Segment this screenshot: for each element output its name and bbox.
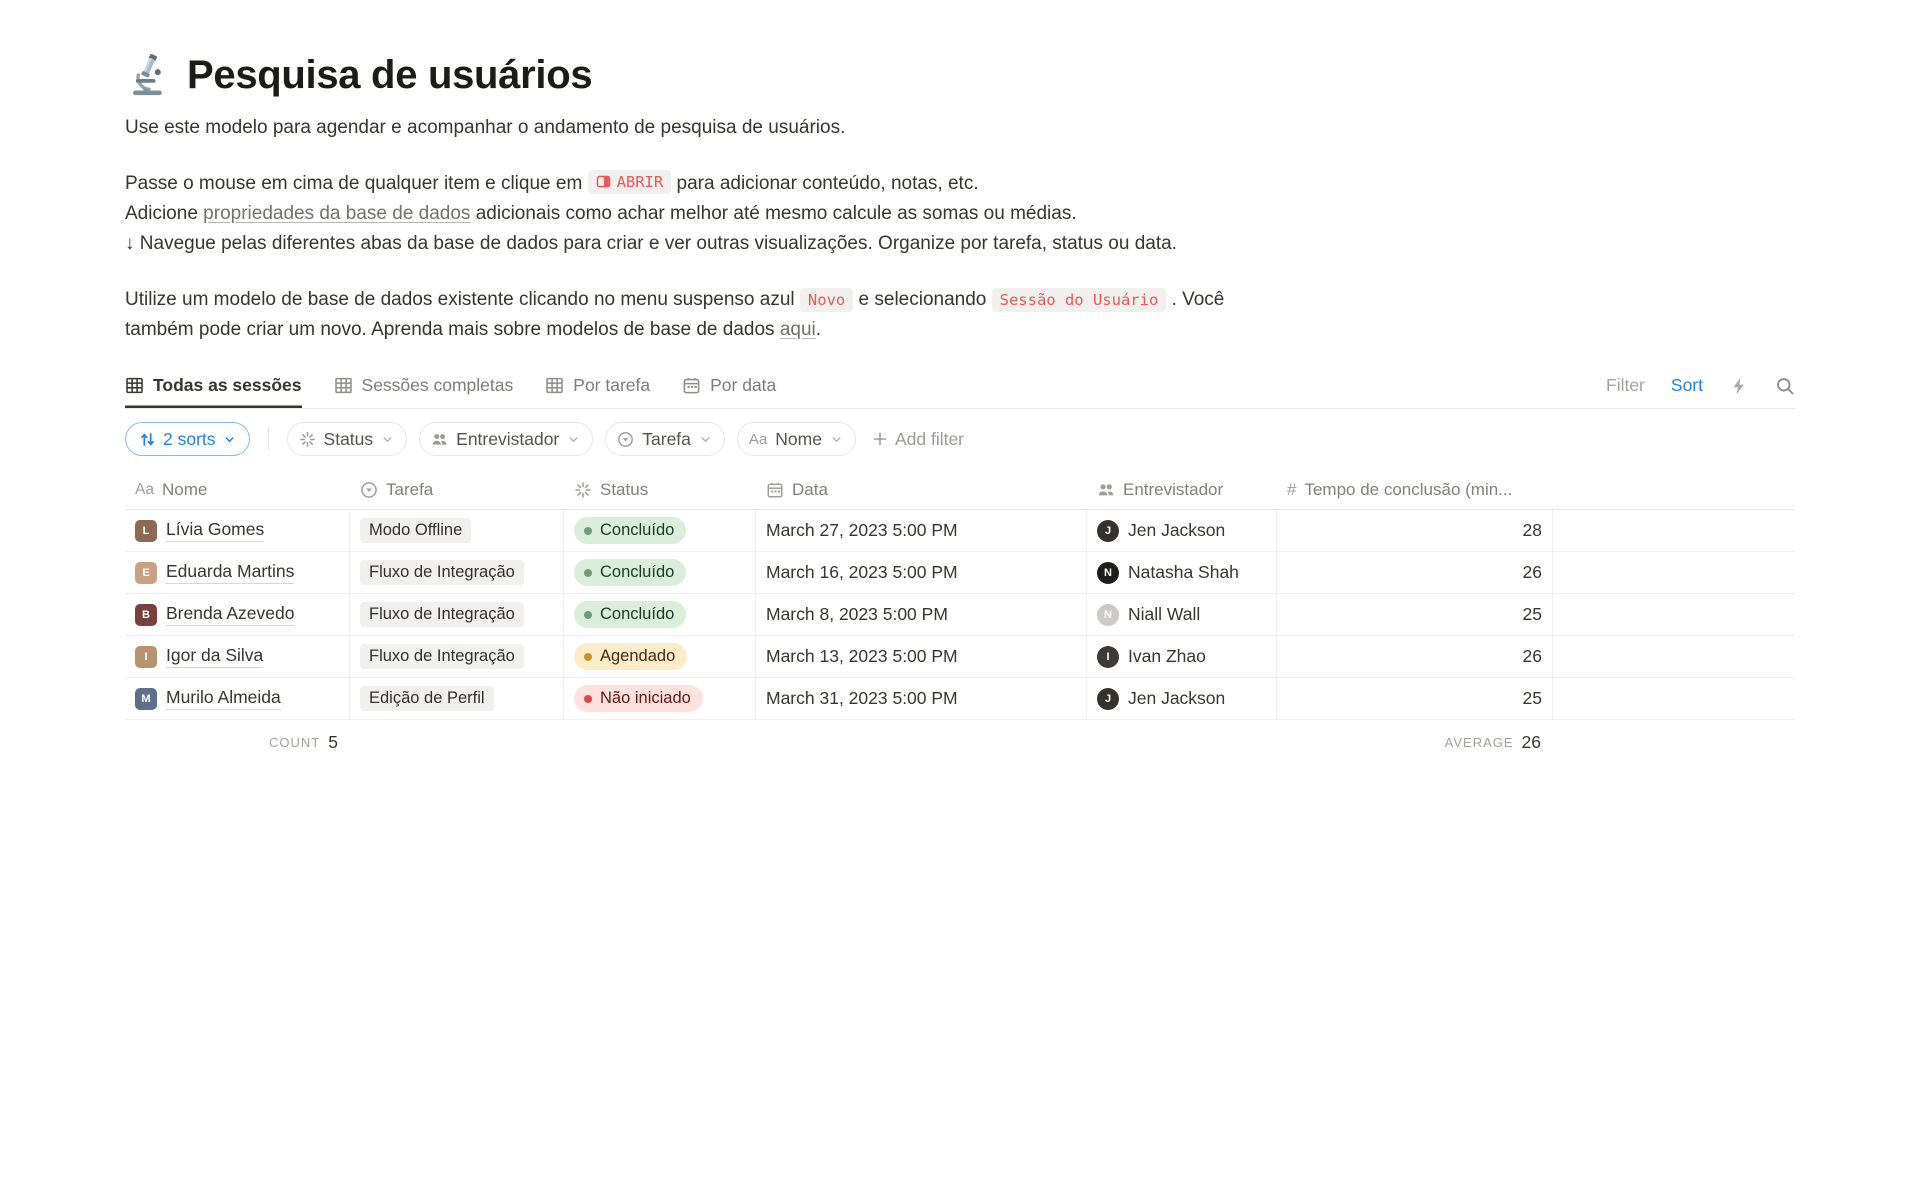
table-header-row <box>125 470 1795 510</box>
status-cell[interactable] <box>564 510 756 551</box>
filter-chip-tarefa[interactable]: Tarefa <box>605 422 725 456</box>
date-cell[interactable]: March 8, 2023 5:00 PM <box>756 594 1087 635</box>
table-footer-row <box>125 720 1795 764</box>
interviewer-cell[interactable]: N Natasha Shah <box>1087 552 1277 593</box>
column-header-data[interactable]: Data <box>756 470 1087 509</box>
average-calculation[interactable]: AVERAGE 26 <box>1444 731 1541 752</box>
time-cell[interactable]: 25 <box>1277 678 1553 719</box>
instruction-line-open: Passe o mouse em cima de qualquer item e clique em ABRIR para adicionar conteúdo, notas, etc. <box>125 169 1240 199</box>
aqui-link[interactable]: aqui <box>779 319 816 340</box>
task-cell[interactable] <box>350 636 564 677</box>
table-row[interactable] <box>125 510 1795 552</box>
interviewer-cell[interactable]: I Ivan Zhao <box>1087 636 1277 677</box>
table-row[interactable] <box>125 552 1795 594</box>
people-icon <box>1097 481 1115 499</box>
template-paragraph: Utilize um modelo de base de dados existente clicando no menu suspenso azul Novo e selecionando Sessão do Usuário . Você também pode criar um novo. Aprenda mais sobre modelos de base de dados aqui. <box>125 289 1225 340</box>
sort-button[interactable]: Sort <box>1670 375 1703 395</box>
abrir-badge: ABRIR <box>588 170 672 194</box>
status-spinner-icon <box>574 481 592 499</box>
number-property-icon: # <box>1287 479 1297 499</box>
filter-chip-entrevistador[interactable]: Entrevistador <box>419 422 593 456</box>
avatar: N <box>1097 604 1119 626</box>
view-tabs <box>125 363 776 408</box>
filter-chip-status[interactable]: Status <box>287 422 408 456</box>
status-dot-icon <box>584 653 592 661</box>
page-title: Pesquisa de usuários <box>187 52 593 97</box>
page-title-row <box>125 52 1795 98</box>
row-spacer <box>1553 636 1795 677</box>
time-cell[interactable]: 25 <box>1277 594 1553 635</box>
page-description: Use este modelo para agendar e acompanhar o andamento de pesquisa de usuários. <box>125 117 846 138</box>
task-tag: Edição de Perfil <box>360 686 494 711</box>
table-toolbar <box>1606 363 1795 408</box>
interviewer-cell[interactable]: J Jen Jackson <box>1087 678 1277 719</box>
count-calculation[interactable]: COUNT 5 <box>269 731 338 752</box>
instruction-line-properties: Adicione propriedades da base de dados adicionais como achar melhor até mesmo calcule as somas ou médias. <box>125 203 1077 224</box>
status-badge: Não iniciado <box>574 685 703 712</box>
database-properties-link[interactable]: propriedades da base de dados <box>203 203 471 224</box>
lightning-bolt-icon <box>1729 376 1749 396</box>
name-cell[interactable]: M Murilo Almeida <box>125 678 350 719</box>
time-cell[interactable]: 26 <box>1277 552 1553 593</box>
status-badge: Concluído <box>574 517 686 544</box>
filter-button[interactable]: Filter <box>1606 375 1645 395</box>
tab-complete-sessions[interactable]: Sessões completas <box>334 363 514 408</box>
row-spacer <box>1553 678 1795 719</box>
sessions-table <box>125 470 1795 764</box>
row-spacer <box>1553 510 1795 551</box>
date-cell[interactable]: March 31, 2023 5:00 PM <box>756 678 1087 719</box>
chevron-down-icon <box>699 433 712 446</box>
tab-by-date[interactable]: Por data <box>682 363 776 408</box>
text-property-icon: Aa <box>748 430 768 448</box>
plus-icon <box>872 431 888 447</box>
avatar: I <box>135 646 157 668</box>
novo-badge: Novo <box>800 288 853 312</box>
avatar: I <box>1097 646 1119 668</box>
table-view-icon <box>545 376 564 395</box>
status-cell[interactable] <box>564 594 756 635</box>
instruction-line-navigate: ↓ Navegue pelas diferentes abas da base de dados para criar e ver outras visualizações. Organize por tarefa, status ou data. <box>125 233 1177 254</box>
text-property-icon: Aa <box>135 480 154 498</box>
table-row[interactable] <box>125 636 1795 678</box>
calendar-icon <box>766 481 784 499</box>
name-cell[interactable]: B Brenda Azevedo <box>125 594 350 635</box>
filter-row <box>125 422 1795 456</box>
time-cell[interactable]: 28 <box>1277 510 1553 551</box>
interviewer-cell[interactable]: N Niall Wall <box>1087 594 1277 635</box>
row-spacer <box>1553 552 1795 593</box>
task-cell[interactable] <box>350 594 564 635</box>
status-cell[interactable] <box>564 552 756 593</box>
task-tag: Fluxo de Integração <box>360 644 524 669</box>
avatar: J <box>1097 520 1119 542</box>
select-circle-icon <box>360 481 378 499</box>
calendar-view-icon <box>682 376 701 395</box>
status-dot-icon <box>584 527 592 535</box>
time-cell[interactable]: 26 <box>1277 636 1553 677</box>
task-cell[interactable] <box>350 510 564 551</box>
sorts-dropdown[interactable]: 2 sorts <box>125 422 250 456</box>
filter-chip-nome[interactable]: Aa Nome <box>737 422 856 456</box>
table-row[interactable] <box>125 594 1795 636</box>
task-cell[interactable] <box>350 678 564 719</box>
avatar: M <box>135 688 157 710</box>
chevron-down-icon <box>223 433 236 446</box>
status-dot-icon <box>584 611 592 619</box>
status-dot-icon <box>584 695 592 703</box>
name-cell[interactable]: I Igor da Silva <box>125 636 350 677</box>
interviewer-cell[interactable]: J Jen Jackson <box>1087 510 1277 551</box>
status-badge: Concluído <box>574 559 686 586</box>
instructions-paragraph <box>125 169 1240 259</box>
automations-button[interactable] <box>1729 376 1749 396</box>
column-header-status[interactable]: Status <box>564 470 756 509</box>
date-cell[interactable]: March 27, 2023 5:00 PM <box>756 510 1087 551</box>
tab-by-task[interactable]: Por tarefa <box>545 363 650 408</box>
name-cell[interactable]: E Eduarda Martins <box>125 552 350 593</box>
search-icon <box>1775 376 1795 396</box>
open-side-peek-icon <box>596 174 611 189</box>
sort-arrows-icon <box>139 431 156 448</box>
status-cell[interactable] <box>564 636 756 677</box>
column-header-nome[interactable]: Aa Nome <box>135 479 208 499</box>
date-cell[interactable]: March 16, 2023 5:00 PM <box>756 552 1087 593</box>
tab-all-sessions[interactable]: Todas as sessões <box>125 363 302 408</box>
table-row[interactable] <box>125 678 1795 720</box>
status-cell[interactable] <box>564 678 756 719</box>
task-tag: Fluxo de Integração <box>360 602 524 627</box>
task-tag: Modo Offline <box>360 518 471 543</box>
avatar: L <box>135 520 157 542</box>
avatar: B <box>135 604 157 626</box>
column-header-tarefa[interactable]: Tarefa <box>350 470 564 509</box>
view-tab-bar <box>125 363 1795 409</box>
task-cell[interactable] <box>350 552 564 593</box>
chevron-down-icon <box>830 433 843 446</box>
table-view-icon <box>334 376 353 395</box>
sessao-usuario-badge: Sessão do Usuário <box>992 288 1167 312</box>
status-dot-icon <box>584 569 592 577</box>
status-spinner-icon <box>299 431 316 448</box>
chevron-down-icon <box>381 433 394 446</box>
table-view-icon <box>125 376 144 395</box>
divider <box>268 428 269 450</box>
avatar: E <box>135 562 157 584</box>
microscope-icon <box>125 52 171 98</box>
select-circle-icon <box>617 431 634 448</box>
avatar: J <box>1097 688 1119 710</box>
column-header-entrevistador[interactable]: Entrevistador <box>1087 470 1277 509</box>
status-badge: Concluído <box>574 601 686 628</box>
name-cell[interactable]: L Lívia Gomes <box>125 510 350 551</box>
task-tag: Fluxo de Integração <box>360 560 524 585</box>
header-spacer <box>1553 470 1795 509</box>
avatar: N <box>1097 562 1119 584</box>
chevron-down-icon <box>567 433 580 446</box>
status-badge: Agendado <box>574 643 687 670</box>
add-filter-button[interactable]: Add filter <box>872 429 964 450</box>
column-header-tempo[interactable]: # Tempo de conclusão (min... <box>1287 479 1513 499</box>
search-button[interactable] <box>1775 376 1795 396</box>
row-spacer <box>1553 594 1795 635</box>
date-cell[interactable]: March 13, 2023 5:00 PM <box>756 636 1087 677</box>
people-icon <box>431 431 448 448</box>
